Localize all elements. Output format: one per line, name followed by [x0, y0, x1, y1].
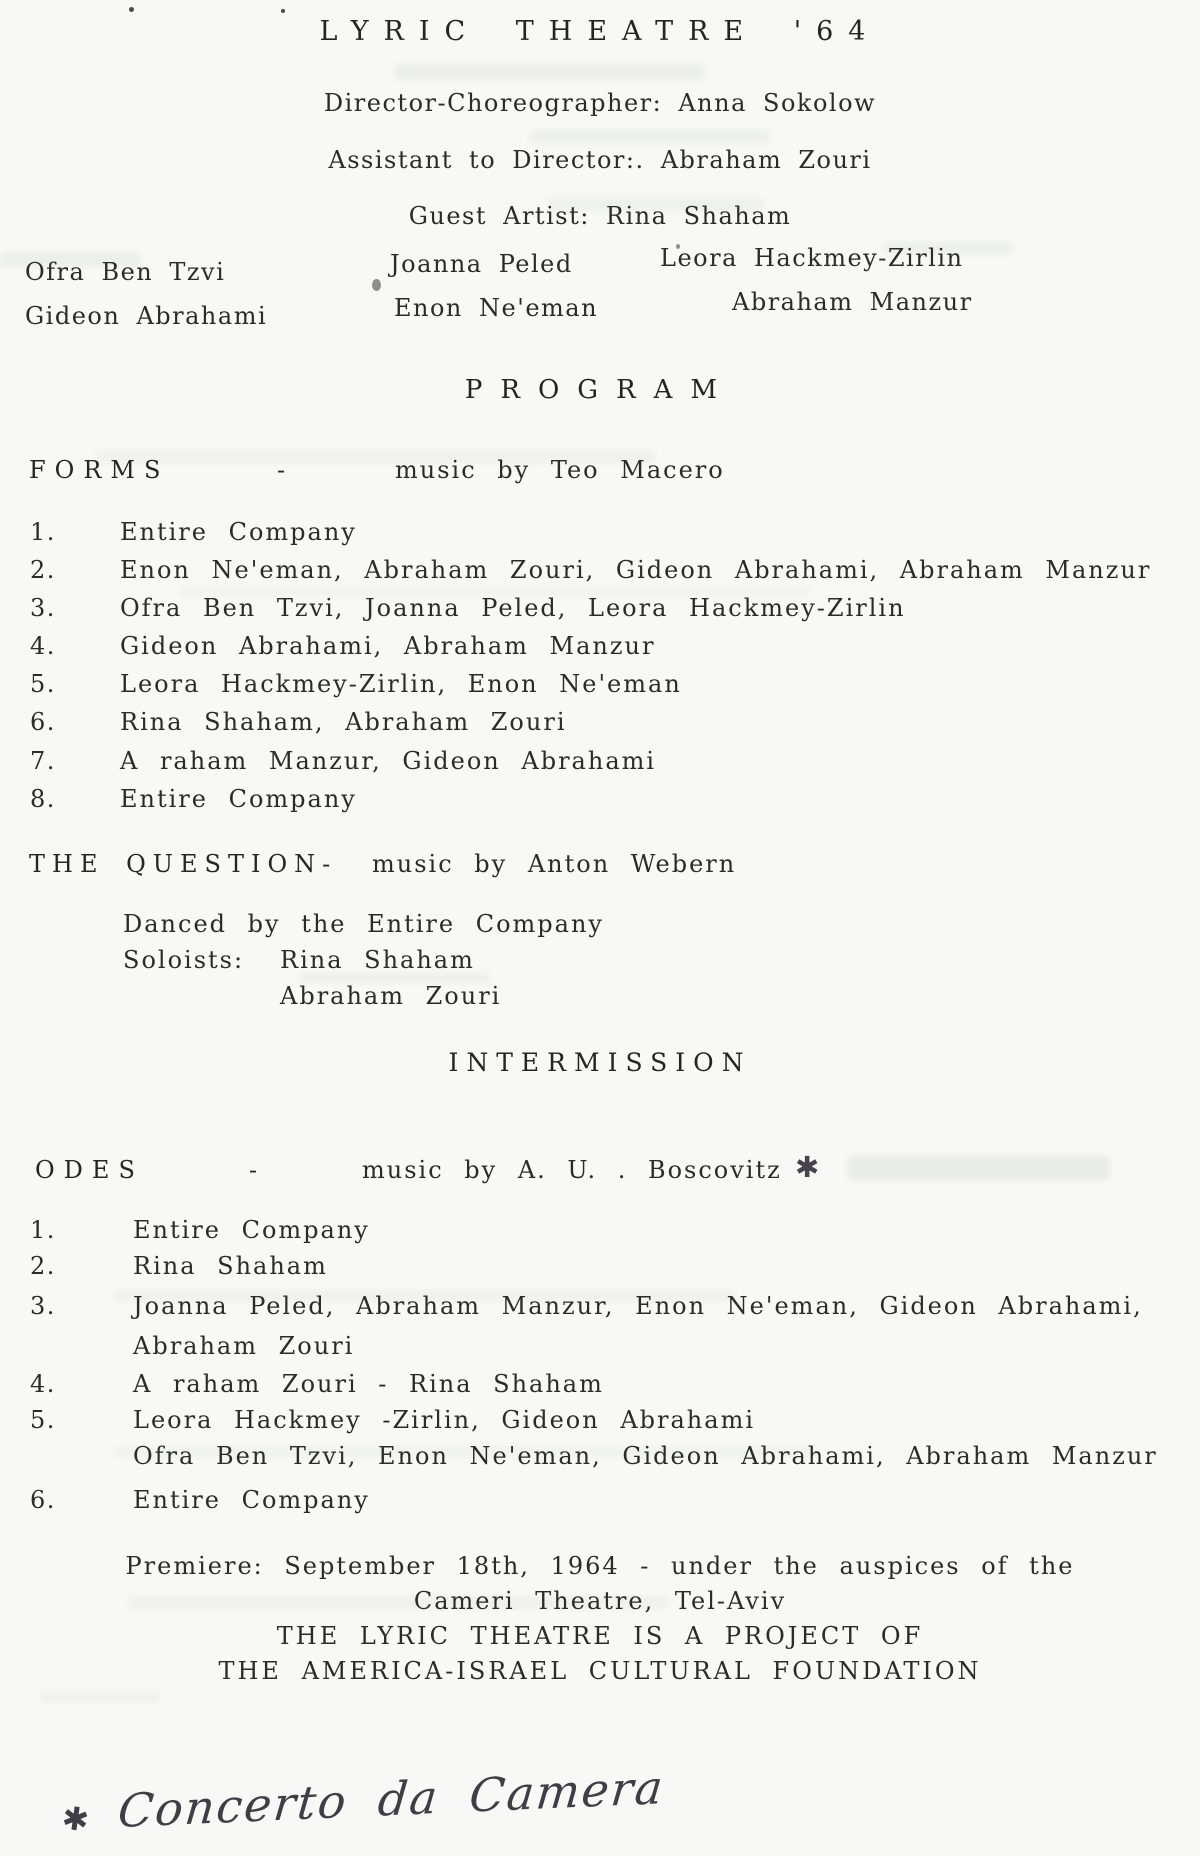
- item-text: Leora Hackmey -Zirlin, Gideon Abrahami: [133, 1406, 755, 1434]
- item-number: 1.: [30, 518, 56, 546]
- ghost-smudge: [848, 1156, 1110, 1180]
- forms-music-credit: music by Teo Macero: [395, 456, 725, 484]
- item-text: A raham Manzur, Gideon Abrahami: [120, 747, 657, 775]
- question-music-credit: music by Anton Webern: [372, 850, 737, 878]
- item-number: 6.: [30, 1486, 56, 1514]
- cast-name: Enon Ne'eman: [394, 294, 599, 322]
- item-number: 3.: [30, 1292, 56, 1320]
- item-text: Entire Company: [133, 1486, 370, 1514]
- item-number: 3.: [30, 594, 56, 622]
- program-heading: PROGRAM: [464, 375, 736, 405]
- item-text: Abraham Zouri: [133, 1332, 355, 1360]
- intermission-heading: INTERMISSION: [448, 1048, 752, 1077]
- item-text: Entire Company: [133, 1216, 370, 1244]
- item-number: 4.: [30, 1370, 56, 1398]
- credit-line-director: Director-Choreographer: Anna Sokolow: [323, 89, 877, 117]
- scan-speck: [372, 279, 381, 291]
- forms-dash: -: [277, 456, 287, 484]
- handwritten-note: Concerto da Camera: [115, 1759, 668, 1839]
- cast-column-center: [390, 249, 598, 323]
- premiere-venue-line: Cameri Theatre, Tel-Aviv: [413, 1587, 787, 1615]
- item-number: 8.: [30, 785, 56, 813]
- item-text: Joanna Peled, Abraham Manzur, Enon Ne'eman, Gideon Abrahami,: [133, 1292, 1143, 1320]
- soloists-label: Soloists:: [123, 946, 245, 974]
- project-line-2: THE AMERICA-ISRAEL CULTURAL FOUNDATION: [218, 1657, 982, 1685]
- cast-column-right: [660, 243, 973, 317]
- item-number: 2.: [30, 556, 56, 584]
- item-text: Enon Ne'eman, Abraham Zouri, Gideon Abrahami, Abraham Manzur: [120, 556, 1152, 584]
- scan-speck: [129, 7, 134, 12]
- item-text: Entire Company: [120, 518, 357, 546]
- item-text: Entire Company: [120, 785, 357, 813]
- item-text: Rina Shaham, Abraham Zouri: [120, 708, 567, 736]
- item-text: Ofra Ben Tzvi, Enon Ne'eman, Gideon Abrahami, Abraham Manzur: [133, 1442, 1158, 1470]
- item-text: Rina Shaham: [133, 1252, 328, 1280]
- cast-name: Abraham Manzur: [732, 288, 973, 316]
- item-number: 2.: [30, 1252, 56, 1280]
- item-number: 4.: [30, 632, 56, 660]
- item-text: Gideon Abrahami, Abraham Manzur: [120, 632, 656, 660]
- odes-title: ODES: [35, 1156, 144, 1184]
- forms-title: FORMS: [29, 456, 170, 484]
- document-title: LYRIC THEATRE '64: [319, 16, 881, 47]
- cast-name: Joanna Peled: [390, 250, 573, 278]
- question-title: THE QUESTION-: [29, 850, 338, 878]
- item-text: Ofra Ben Tzvi, Joanna Peled, Leora Hackmey-Zirlin: [120, 594, 906, 622]
- project-line-1: THE LYRIC THEATRE IS A PROJECT OF: [276, 1622, 924, 1650]
- danced-by-line: Danced by the Entire Company: [123, 910, 604, 938]
- item-number: 7.: [30, 747, 56, 775]
- cast-name: Ofra Ben Tzvi: [25, 258, 226, 286]
- odes-music-credit: music by A. U. . Boscovitz: [362, 1156, 782, 1184]
- item-number: 5.: [30, 670, 56, 698]
- odes-dash: -: [249, 1156, 259, 1184]
- ghost-smudge: [530, 130, 770, 144]
- credit-line-assistant: Assistant to Director:. Abraham Zouri: [328, 146, 872, 174]
- item-text: A raham Zouri - Rina Shaham: [133, 1370, 604, 1398]
- boscovitz-asterisk: ✱: [795, 1150, 820, 1184]
- ghost-smudge: [40, 1692, 160, 1703]
- cast-name: Leora Hackmey-Zirlin: [660, 244, 964, 272]
- credit-line-guest: Guest Artist: Rina Shaham: [408, 202, 792, 230]
- item-number: 6.: [30, 708, 56, 736]
- handwritten-asterisk: ✱: [59, 1798, 92, 1840]
- ghost-smudge: [395, 64, 705, 80]
- scan-speck: [281, 9, 285, 13]
- item-number: 5.: [30, 1406, 56, 1434]
- item-number: 1.: [30, 1216, 56, 1244]
- item-text: Leora Hackmey-Zirlin, Enon Ne'eman: [120, 670, 682, 698]
- soloist-name-1: Rina Shaham: [280, 946, 475, 974]
- cast-name: Gideon Abrahami: [25, 302, 268, 330]
- soloist-name-2: Abraham Zouri: [280, 982, 502, 1010]
- cast-column-left: [25, 257, 267, 331]
- premiere-line: Premiere: September 18th, 1964 - under the auspices of the: [125, 1552, 1075, 1580]
